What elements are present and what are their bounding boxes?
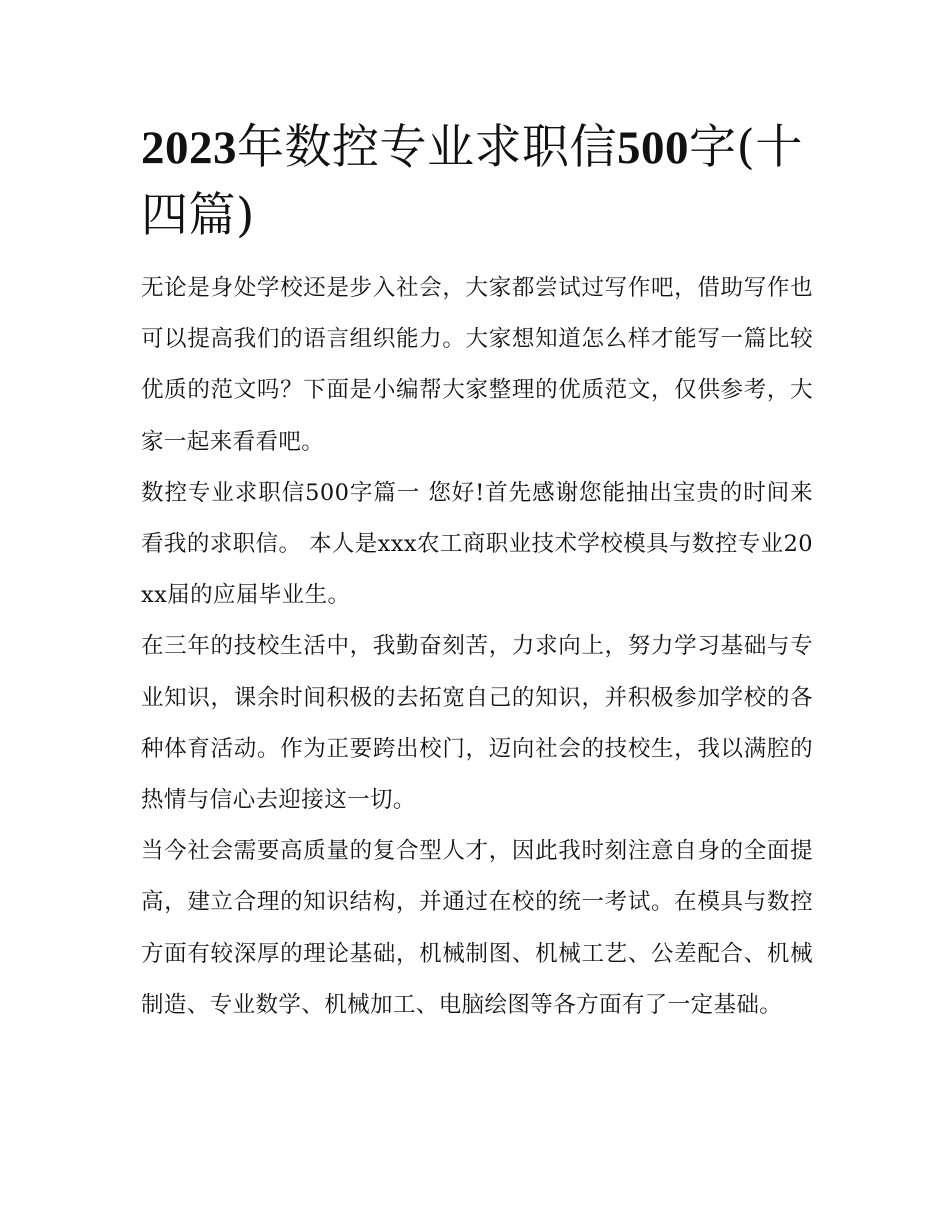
document-title (141, 114, 813, 250)
title-middle: 年数控专业求职信 (237, 120, 617, 175)
paragraph-greeting: 数控专业求职信500字篇一 您好!首先感谢您能抽出宝贵的时间来看我的求职信。 本人是xxx农工商职业技术学校模具与数控专业20xx届的应届毕业生。 (141, 479, 813, 609)
paragraph-intro: 无论是身处学校还是步入社会，大家都尝试过写作吧，借助写作也可以提高我们的语言组织能力。大家想知道怎么样才能写一篇比较优质的范文吗？下面是小编帮大家整理的优质范文，仅供参考，大家一起来看看吧。 (141, 275, 813, 455)
title-count: 500 (617, 122, 689, 174)
paragraph-knowledge: 当今社会需要高质量的复合型人才，因此我时刻注意自身的全面提高，建立合理的知识结构，并通过在校的统一考试。在模具与数控方面有较深厚的理论基础，机械制图、机械工艺、公差配合、机械制造、专业数学、机械加工、电脑绘图等各方面有了一定基础。 (141, 838, 813, 1018)
title-end: 字(十四篇) (141, 120, 803, 243)
title-year: 2023 (141, 122, 237, 174)
document-body (141, 114, 813, 1031)
paragraph-school-life: 在三年的技校生活中，我勤奋刻苦，力求向上，努力学习基础与专业知识，课余时间积极的去拓宽自己的知识，并积极参加学校的各种体育活动。作为正要跨出校门，迈向社会的技校生，我以满腔的热情与信心去迎接这一切。 (141, 633, 813, 814)
